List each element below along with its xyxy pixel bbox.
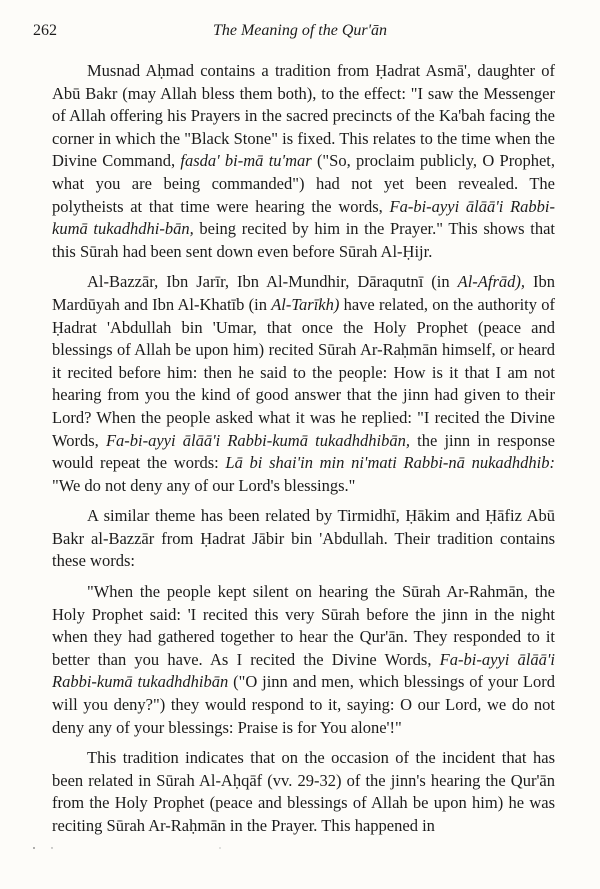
paragraph-quoted-tradition	[52, 581, 555, 739]
p1-text-a: Musnad Aḥmad contains a tradition from Ḥadrat Asmā', daughter of Abū Bakr (may Allah bless them both), to the effect: "I saw the Messenger of Allah offering his Prayers in the sacred precincts of the Ka'bah facing the corner in which the "Black Stone" is fixed. This relates to the time when the Divine Command,	[52, 61, 555, 171]
p2-text-c: have related, on the authority of Ḥadrat 'Abdullah bin 'Umar, that once the Holy Prophet (peace and blessings of Allah be upon him) recited Sūrah Ar-Raḥmān himself, or heard it recited before him: then he said to the people: How is it that I am not hearing from you the kind of good answer that the jinn had given to their Lord? When the people asked what it was he replied: "I recited the Divine Words,	[52, 294, 555, 450]
paragraph-al-bazzar	[52, 271, 555, 497]
p1-text-b: ("So, proclaim publicly, O Prophet, what you are being commanded") had not yet been revealed. The polytheists at that time were hearing the words,	[52, 151, 555, 216]
p2-transliteration-fabiayyi: Fa-bi-ayyi ālāā'i Rabbi-kumā tukadhdhibān,	[105, 430, 410, 450]
paragraph-similar-theme: A similar theme has been related by Tirmidhī, Ḥākim and Ḥāfiz Abū Bakr al-Bazzār from Ḥadrat Jābir bin 'Abdullah. Their tradition contains these words:	[52, 506, 555, 571]
p2-text-a: Al-Bazzār, Ibn Jarīr, Ibn Al-Mundhir, Dāraqutnī (in	[87, 272, 458, 292]
p2-transliteration-la-bi-shai: Lā bi shai'in min ni'mati Rabbi-nā nukadhdhib:	[225, 453, 555, 473]
paragraph-musnad-ahmad	[52, 60, 555, 263]
running-title: The Meaning of the Qur'ān	[212, 22, 388, 39]
p4-transliteration-fabiayyi: Fa-bi-ayyi ālāā'i Rabbi-kumā tukadhdhibān	[52, 649, 555, 692]
scan-specks	[30, 845, 360, 851]
p2-text-d: the jinn in response would repeat the words:	[52, 430, 555, 473]
paragraph-tradition-indicates: This tradition indicates that on the occasion of the incident that has been related in Sūrah Al-Aḥqāf (vv. 29-32) of the jinn's hearing the Qur'ān from the Holy Prophet (peace and blessings of Allah be upon him) he was reciting Sūrah Ar-Raḥmān in the Prayer. This happened in	[52, 748, 555, 835]
p1-transliteration-fasda: fasda' bi-mā tu'mar	[180, 151, 312, 171]
p1-text-c: being recited by him in the Prayer." This shows that this Sūrah had been sent down even before Sūrah Al-Ḥijr.	[52, 219, 555, 261]
page-number: 262	[33, 22, 57, 39]
p2-text-e: "We do not deny any of our Lord's blessings."	[52, 475, 356, 495]
p2-title-al-afrad: Al-Afrād),	[457, 272, 525, 292]
p4-text-b: ("O jinn and men, which blessings of your Lord will you deny?") they would respond to it, saying: O our Lord, we do not deny any of your blessings: Praise is for You alone'!"	[52, 672, 556, 737]
page-header	[0, 22, 600, 46]
p2-title-al-tarikh: Al-Tarīkh)	[271, 294, 340, 314]
p1-transliteration-fabiayyi: Fa-bi-ayyi ālāā'i Rabbi-kumā tukadhdhi-bān,	[52, 196, 555, 239]
page-body	[52, 60, 555, 846]
p4-text-a: "When the people kept silent on hearing the Sūrah Ar-Rahmān, the Holy Prophet said: 'I recited this very Sūrah before the jinn in the night when they had gathered together to hear the Qur'ān. They responded to it better than you have. As I recited the Divine Words,	[52, 582, 555, 669]
p2-text-b: Ibn Mardūyah and Ibn Al-Khatīb (in	[52, 272, 555, 314]
